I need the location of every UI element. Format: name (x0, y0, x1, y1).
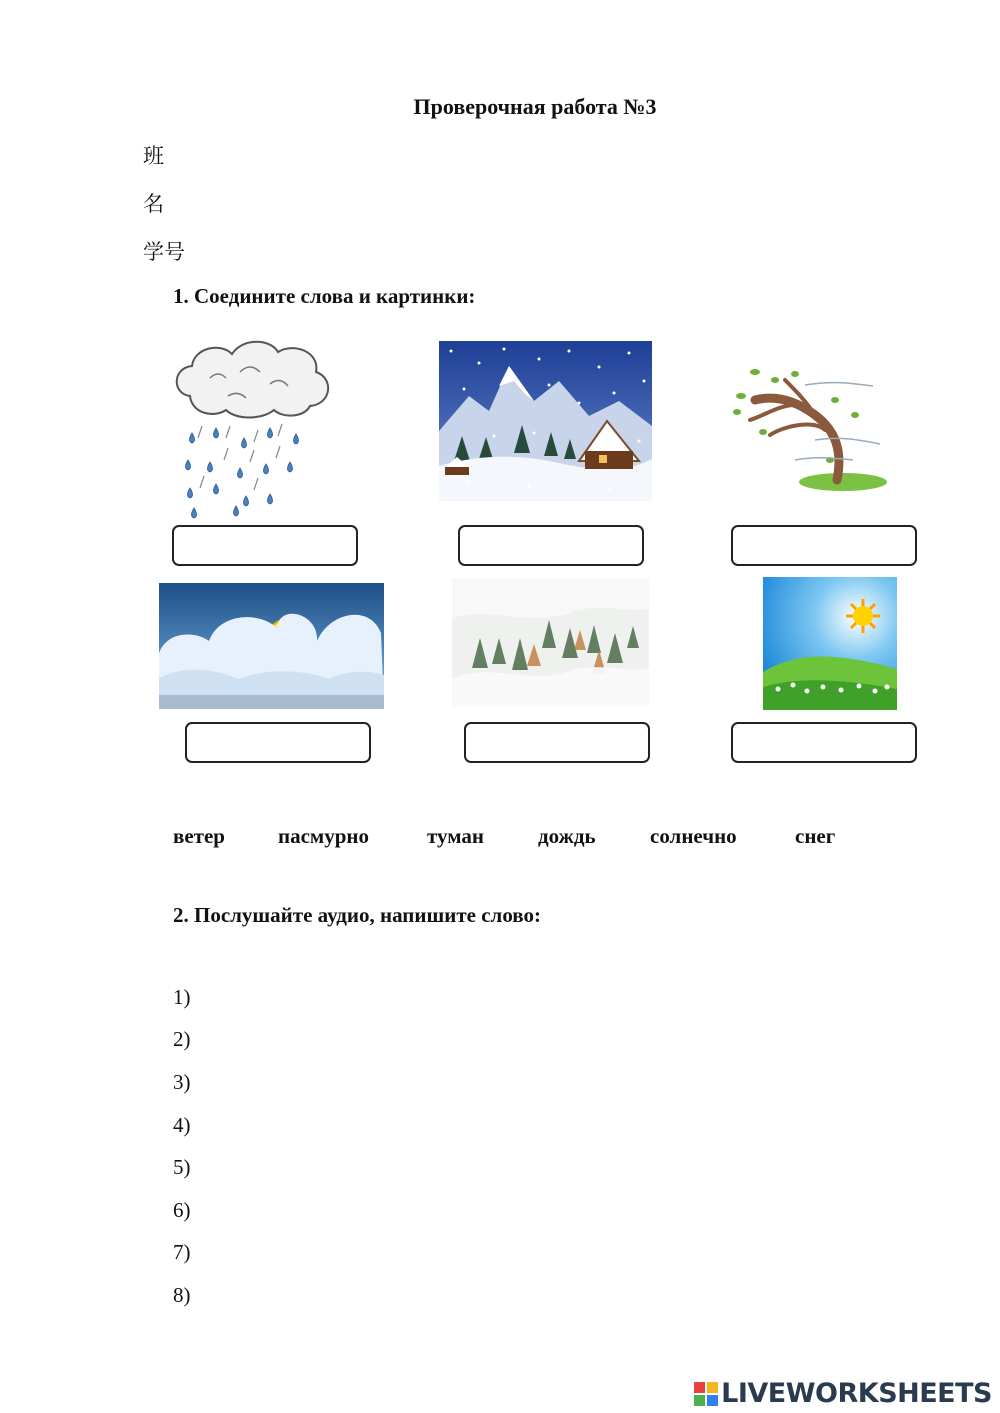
answer-box-4[interactable] (185, 722, 371, 763)
student-id-label: 学号 (143, 240, 185, 264)
list-item-number: 4) (173, 1113, 191, 1137)
list-item-number: 2) (173, 1027, 191, 1051)
class-label: 班 (143, 144, 164, 168)
brand-logo (694, 1378, 992, 1409)
answer-box-1[interactable] (172, 525, 358, 566)
overcast-cloud-icon (159, 583, 384, 709)
word-option: туман (427, 824, 485, 848)
list-item-number: 5) (173, 1155, 191, 1179)
task1-heading: 1. Соедините слова и картинки: (173, 284, 476, 308)
rain-cloud-icon (170, 338, 335, 520)
task2-heading: 2. Послушайте аудио, напишите слово: (173, 903, 541, 927)
word-option: ветер (173, 824, 225, 848)
list-item-number: 7) (173, 1240, 191, 1264)
word-option: солнечно (650, 824, 737, 848)
snowy-mountain-icon (439, 341, 652, 501)
list-item-number: 8) (173, 1283, 191, 1307)
answer-box-5[interactable] (464, 722, 650, 763)
word-option: снег (795, 824, 836, 848)
word-option: дождь (538, 824, 596, 848)
word-option: пасмурно (278, 824, 370, 848)
answer-box-6[interactable] (731, 722, 917, 763)
liveworksheets-logo-icon (694, 1382, 718, 1406)
name-label: 名 (143, 192, 164, 216)
answer-box-3[interactable] (731, 525, 917, 566)
answer-box-2[interactable] (458, 525, 644, 566)
sunny-meadow-icon (763, 577, 897, 710)
list-item-number: 3) (173, 1070, 191, 1094)
windy-tree-icon (725, 360, 887, 492)
page-title: Проверочная работа №3 (413, 94, 657, 119)
brand-name: LIVEWORKSHEETS (721, 1378, 992, 1409)
foggy-forest-icon (452, 578, 649, 706)
list-item-number: 6) (173, 1198, 191, 1222)
list-item-number: 1) (173, 985, 191, 1009)
